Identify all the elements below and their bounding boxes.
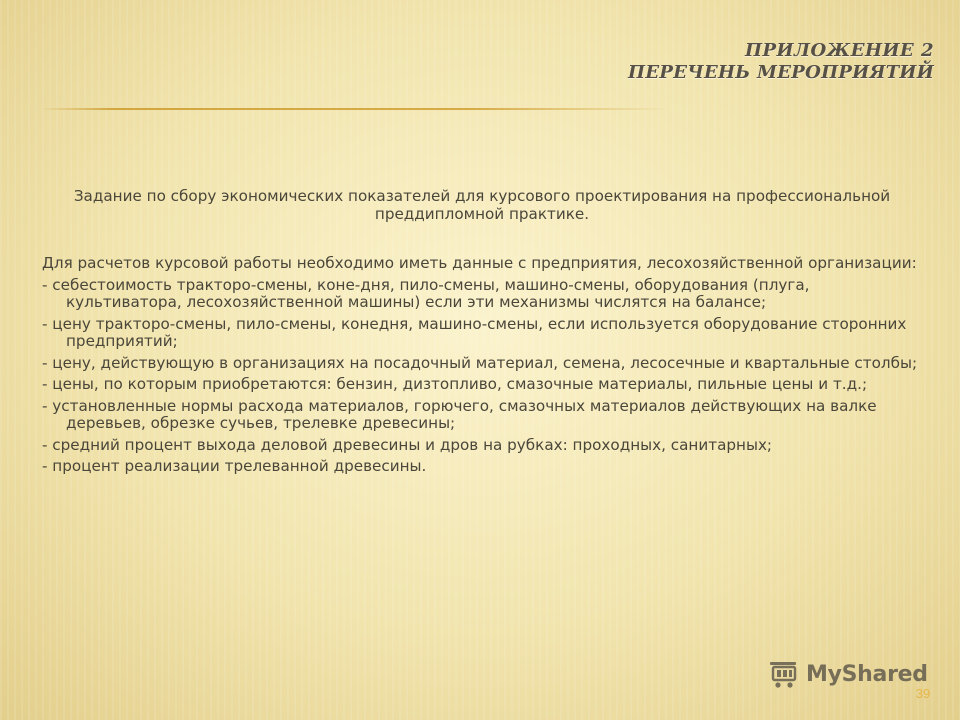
list-item: - процент реализации трелеванной древесины.: [42, 457, 427, 475]
list-item: - установленные нормы расхода материалов, горючего, смазочных материалов действующих на валке деревьев, обрезке сучьев, трелевке древесины;: [42, 396, 877, 432]
watermark-logo: [768, 658, 928, 690]
list-item: - цену, действующую в организациях на посадочный материал, семена, лесосечные и квартальные столбы;: [42, 353, 918, 372]
watermark-text: MyShared: [806, 661, 928, 687]
list-item: - цену тракторо-смены, пило-смены, конедня, машино-смены, если используется оборудование сторонних предприятий;: [42, 314, 907, 350]
list-item: - средний процент выхода деловой древесины и дров на рубках: проходных, санитарных;: [42, 435, 773, 454]
slide-body: [42, 188, 922, 480]
list-item: - себестоимость тракторо-смены, коне-дня, пило-смены, машино-смены, оборудования (плуга, культиватора, лесохозяйственной машины) если эти механизмы числятся на балансе;: [42, 275, 810, 311]
title-line-2: ПЕРЕЧЕНЬ МЕРОПРИЯТИЙ: [628, 62, 934, 83]
slide-title: [434, 40, 934, 84]
list-item: - цены, по которым приобретаются: бензин, дизтопливо, смазочные материалы, пильные цены и т.д.;: [42, 375, 868, 393]
paragraph-lead: Для расчетов курсовой работы необходимо иметь данные с предприятия, лесохозяйственной организации:: [42, 254, 917, 272]
intro-text: Задание по сбору экономических показателей для курсового проектирования на профессиональной преддипломной практике.: [73, 187, 891, 223]
title-divider: [40, 108, 940, 110]
shopping-cart-icon: [768, 659, 800, 689]
page-number: 39: [915, 686, 931, 701]
title-line-1: ПРИЛОЖЕНИЕ 2: [744, 40, 934, 61]
